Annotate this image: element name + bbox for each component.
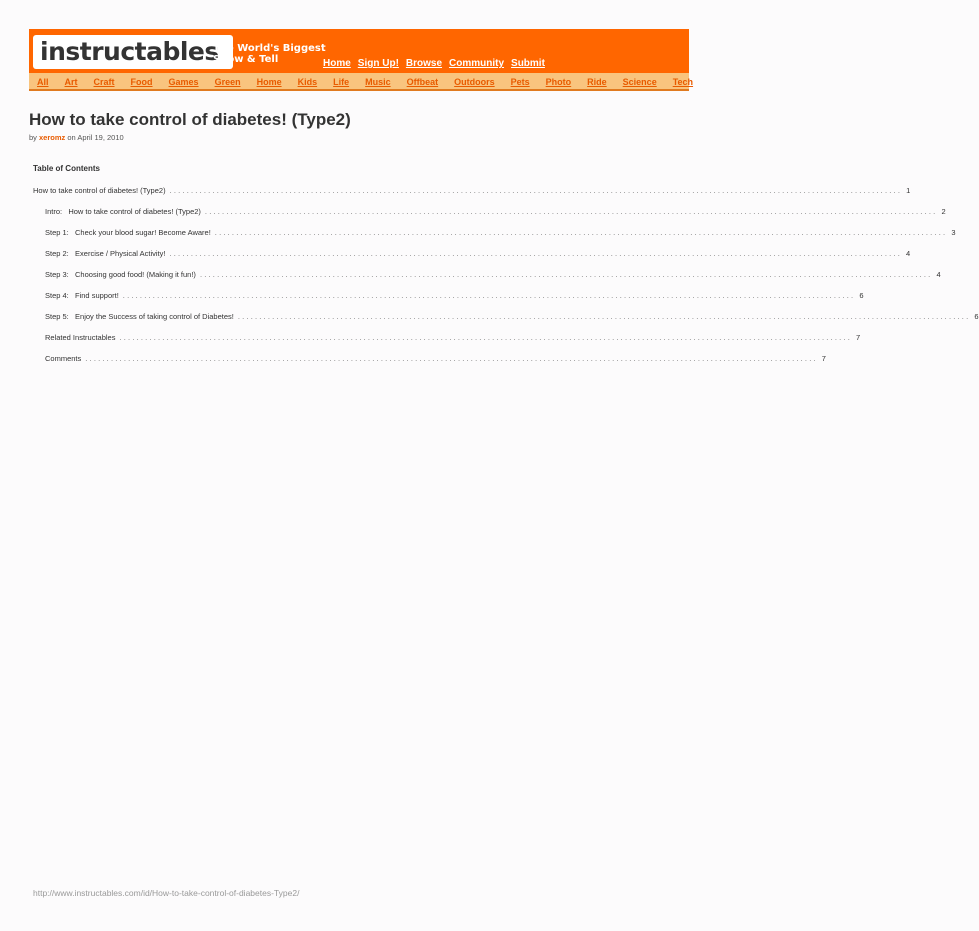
category-music-link[interactable]: Music <box>365 77 391 87</box>
tagline <box>213 43 326 65</box>
toc-entry[interactable] <box>45 207 946 219</box>
toc-entry[interactable] <box>33 186 911 198</box>
nav-submit-link[interactable]: Submit <box>511 58 545 69</box>
category-craft-link[interactable]: Craft <box>93 77 115 87</box>
toc-leader-dots: ........................................................................................................................................................................... <box>169 186 903 195</box>
category-offbeat-link[interactable]: Offbeat <box>406 77 439 87</box>
footer-url[interactable]: http://www.instructables.com/id/How-to-take-control-of-diabetes-Type2/ <box>33 888 300 898</box>
toc-leader-dots: ........................................................................................................................................................................... <box>199 270 933 279</box>
category-kids-link[interactable]: Kids <box>297 77 318 87</box>
toc-entry-page: 7 <box>821 354 826 363</box>
toc-leader-dots: ........................................................................................................................................................................... <box>237 312 971 321</box>
author-link[interactable]: xeromz <box>39 133 66 142</box>
site-header <box>29 29 694 91</box>
toc-entry-page: 2 <box>941 207 946 216</box>
category-nav <box>37 77 693 87</box>
toc-leader-dots: ........................................................................................................................................................................... <box>122 291 856 300</box>
toc-entry-page: 6 <box>859 291 864 300</box>
nav-signup-link[interactable]: Sign Up! <box>357 58 399 69</box>
page-title: How to take control of diabetes! (Type2) <box>29 110 351 129</box>
category-food-link[interactable]: Food <box>130 77 153 87</box>
nav-browse-link[interactable]: Browse <box>405 58 443 69</box>
toc-entry[interactable] <box>45 354 826 366</box>
category-pets-link[interactable]: Pets <box>510 77 530 87</box>
toc-entry-page: 6 <box>974 312 979 321</box>
toc-entry-label: Intro: How to take control of diabetes! (Type2) <box>45 207 201 216</box>
category-science-link[interactable]: Science <box>622 77 657 87</box>
category-ride-link[interactable]: Ride <box>587 77 607 87</box>
category-games-link[interactable]: Games <box>168 77 199 87</box>
toc-entry-label: Step 4: Find support! <box>45 291 119 300</box>
category-outdoors-link[interactable]: Outdoors <box>454 77 495 87</box>
category-all-link[interactable]: All <box>37 77 49 87</box>
toc-entry[interactable] <box>45 249 911 261</box>
category-home-link[interactable]: Home <box>256 77 282 87</box>
toc-leader-dots: ........................................................................................................................................................................... <box>214 228 948 237</box>
tagline-line-2: Show & Tell <box>213 54 279 65</box>
tagline-line-1: The World's Biggest <box>213 43 326 54</box>
toc-entry-label: Step 2: Exercise / Physical Activity! <box>45 249 166 258</box>
toc-entry-page: 1 <box>906 186 911 195</box>
toc-entry[interactable] <box>45 270 941 282</box>
toc-entry[interactable] <box>45 333 861 345</box>
toc-entry-page: 4 <box>936 270 941 279</box>
byline <box>29 133 124 142</box>
toc-leader-dots: ........................................................................................................................................................................... <box>169 249 902 258</box>
toc-entry-label: Step 1: Check your blood sugar! Become Aware! <box>45 228 211 237</box>
category-photo-link[interactable]: Photo <box>545 77 572 87</box>
logo[interactable] <box>33 35 233 69</box>
toc-entry-label: How to take control of diabetes! (Type2) <box>33 186 166 195</box>
toc-heading: Table of Contents <box>33 164 100 173</box>
toc-entry[interactable] <box>45 291 864 303</box>
toc-entry[interactable] <box>45 228 956 240</box>
category-bar <box>29 73 694 91</box>
toc-leader-dots: ........................................................................................................................................................................... <box>204 207 938 216</box>
toc-entry-page: 3 <box>951 228 956 237</box>
category-art-link[interactable]: Art <box>64 77 78 87</box>
nav-community-link[interactable]: Community <box>449 58 505 69</box>
top-nav <box>323 58 545 69</box>
category-life-link[interactable]: Life <box>333 77 350 87</box>
toc-entry-label: Step 5: Enjoy the Success of taking control of Diabetes! <box>45 312 234 321</box>
category-tech-link[interactable]: Tech <box>672 77 694 87</box>
toc-entry-label: Related Instructables <box>45 333 116 342</box>
toc-leader-dots: ........................................................................................................................................................................... <box>119 333 852 342</box>
toc-entry-label: Step 3: Choosing good food! (Making it fun!) <box>45 270 196 279</box>
byline-date: on April 19, 2010 <box>67 133 124 142</box>
toc-entry-page: 7 <box>856 333 861 342</box>
nav-home-link[interactable]: Home <box>323 58 351 69</box>
category-green-link[interactable]: Green <box>214 77 241 87</box>
top-bar <box>29 29 689 73</box>
byline-by: by <box>29 133 37 142</box>
toc-entry[interactable] <box>45 312 979 324</box>
toc-entry-label: Comments <box>45 354 82 363</box>
toc-leader-dots: ........................................................................................................................................................................... <box>85 354 818 363</box>
logo-text: instructables <box>40 37 219 66</box>
toc-entry-page: 4 <box>906 249 911 258</box>
